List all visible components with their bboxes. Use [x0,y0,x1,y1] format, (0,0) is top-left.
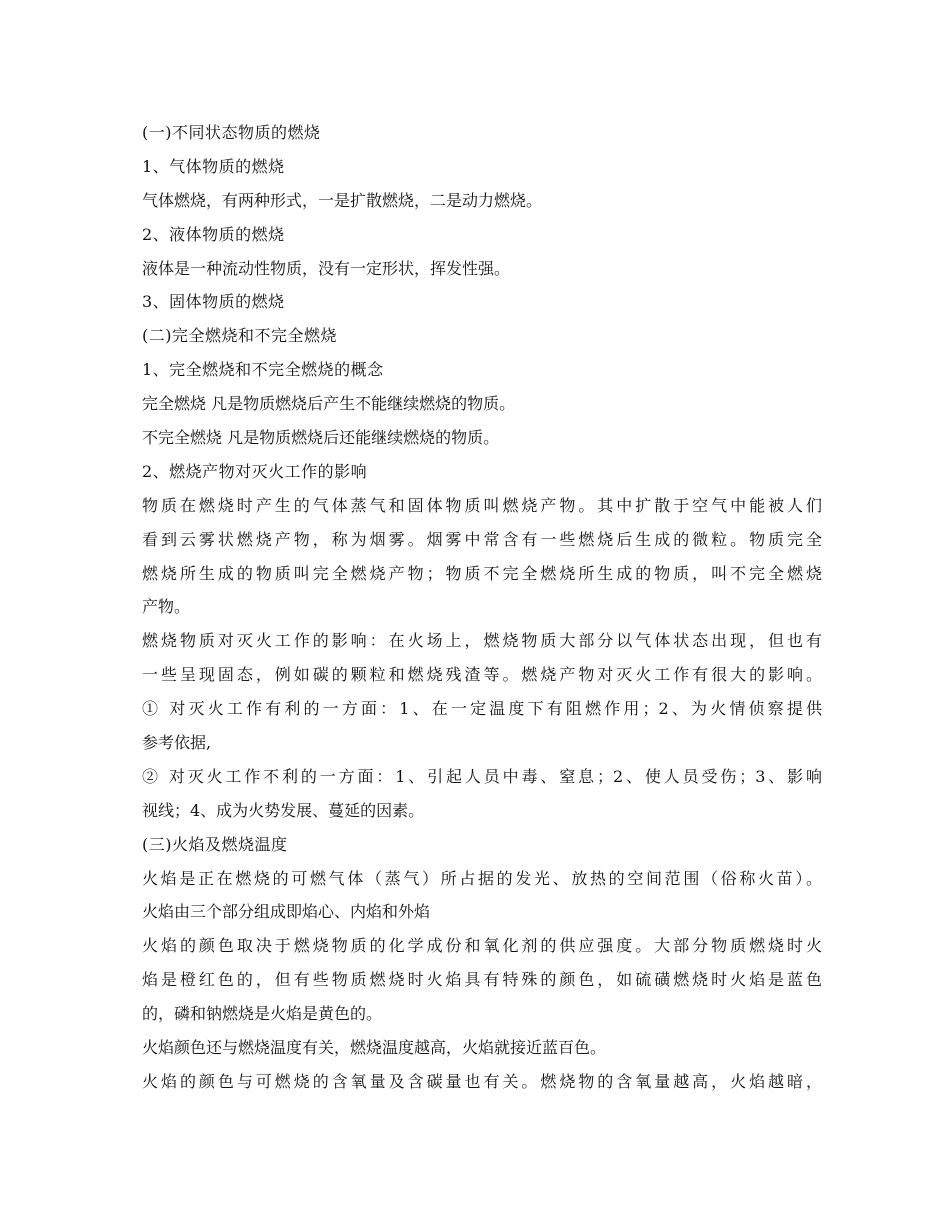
paragraph-line: 火焰由三个部分组成即焰心、内焰和外焰 [142,902,431,922]
subheading-combustion-products: 2、燃烧产物对灭火工作的影响 [142,461,368,481]
paragraph-line: 完全燃烧 凡是物质燃烧后产生不能继续燃烧的物质。 [142,394,516,414]
paragraph-line: 看到云雾状燃烧产物，称为烟雾。烟雾中常含有一些燃烧后生成的微粒。物质完全 [142,529,822,549]
paragraph-line: 火焰是正在燃烧的可燃气体（蒸气）所占据的发光、放热的空间范围（俗称火苗）。 [142,868,822,888]
section-heading-2: (二)完全燃烧和不完全燃烧 [142,326,337,346]
paragraph-line: 火焰的颜色取决于燃烧物质的化学成份和氧化剂的供应强度。大部分物质燃烧时火 [142,936,822,956]
paragraph-line: 液体是一种流动性物质，没有一定形状，挥发性强。 [142,258,511,278]
subheading-combustion-concepts: 1、完全燃烧和不完全燃烧的概念 [142,360,384,380]
list-item-favorable: ① 对灭火工作有利的一方面：1、在一定温度下有阻燃作用；2、为火情侦察提供 [142,699,822,719]
paragraph-line: 火焰的颜色与可燃烧的含氧量及含碳量也有关。燃烧物的含氧量越高，火焰越暗， [142,1071,822,1091]
paragraph-line: 燃烧物质对灭火工作的影响：在火场上，燃烧物质大部分以气体状态出现，但也有 [142,631,822,651]
paragraph-line: 物质在燃烧时产生的气体蒸气和固体物质叫燃烧产物。其中扩散于空气中能被人们 [142,495,822,515]
paragraph-line: 的，磷和钠燃烧是火焰是黄色的。 [142,1004,383,1024]
subheading-liquid-combustion: 2、液体物质的燃烧 [142,224,285,244]
paragraph-line: 焰是橙红色的，但有些物质燃烧时火焰具有特殊的颜色，如硫磺燃烧时火焰是蓝色 [142,970,822,990]
section-heading-3: (三)火焰及燃烧温度 [142,834,288,854]
list-item-unfavorable: ② 对灭火工作不利的一方面：1、引起人员中毒、窒息；2、使人员受伤；3、影响 [142,766,822,786]
paragraph-line: 不完全燃烧 凡是物质燃烧后还能继续燃烧的物质。 [142,428,500,448]
paragraph-line: 参考依据, [142,733,212,753]
paragraph-line: 视线；4、成为火势发展、蔓延的因素。 [142,800,425,820]
section-heading-1: (一)不同状态物质的燃烧 [142,123,321,142]
paragraph-line: 气体燃烧，有两种形式，一是扩散燃烧，二是动力燃烧。 [142,190,543,210]
subheading-gas-combustion: 1、气体物质的燃烧 [142,156,285,176]
paragraph-line: 产物。 [142,597,191,617]
subheading-solid-combustion: 3、固体物质的燃烧 [142,292,285,312]
paragraph-line: 火焰颜色还与燃烧温度有关，燃烧温度越高，火焰就接近蓝百色。 [142,1038,607,1058]
paragraph-line: 一些呈现固态，例如碳的颗粒和燃烧残渣等。燃烧产物对灭火工作有很大的影响。 [142,665,822,685]
paragraph-line: 燃烧所生成的物质叫完全燃烧产物；物质不完全燃烧所生成的物质，叫不完全燃烧 [142,563,822,583]
document-body [142,116,822,1099]
